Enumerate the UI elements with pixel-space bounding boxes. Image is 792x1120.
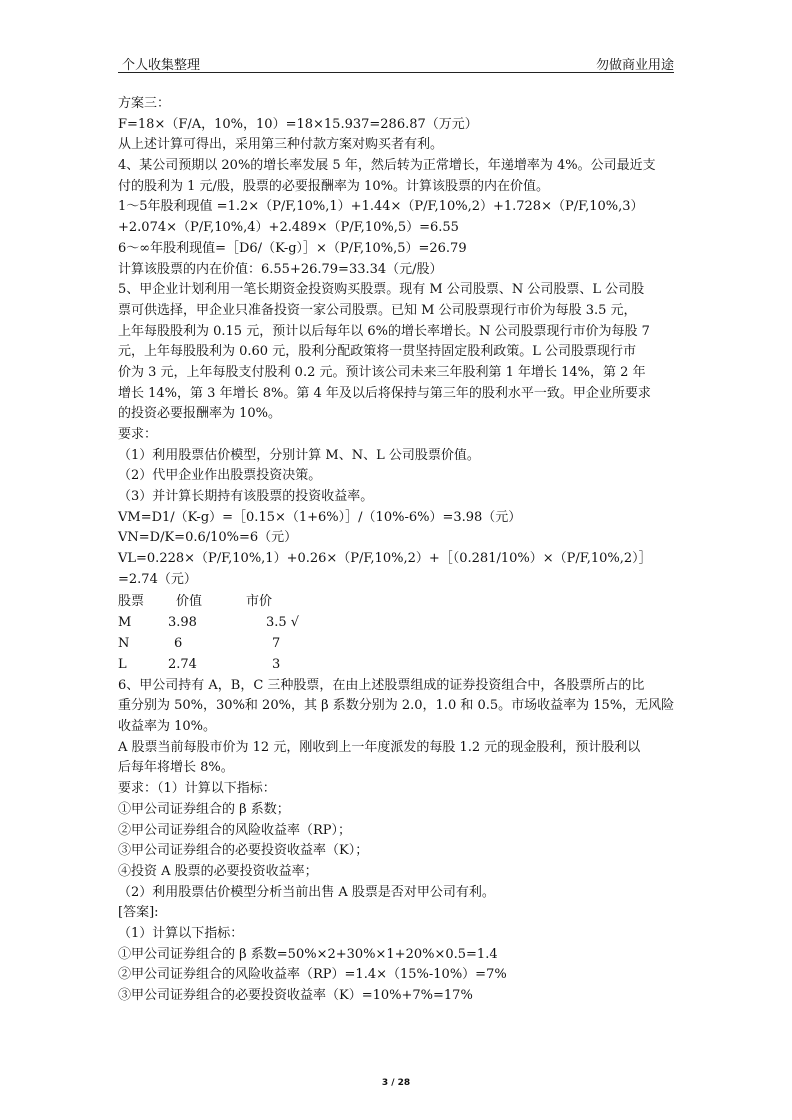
text-line: 方案三：	[118, 96, 171, 111]
stock-table-header	[118, 591, 678, 612]
table-cell: L	[118, 657, 127, 673]
text-line: 票可供选择，甲企业只准备投资一家公司股票。已知 M 公司股票现行市价为每股 3.5 元，	[118, 302, 637, 318]
text-line: 重分别为 50%，30%和 20%，其 β 系数分别为 2.0，1.0 和 0.5。市场收益率为 15%，无风险	[118, 698, 675, 714]
text-line: 6、甲公司持有 A，B，C 三种股票，在由上述股票组成的证券投资组合中，各股票所占的比	[118, 677, 645, 693]
text-line: 要求：（1）计算以下指标：	[118, 781, 276, 797]
text-line: =2.74（元）	[118, 571, 197, 587]
text-line: 付的股利为 1 元/股，股票的必要报酬率为 10%。计算该股票的内在价值。	[118, 178, 549, 194]
text-line: ②甲公司证券组合的风险收益率（RP）=1.4×（15%-10%）=7%	[118, 967, 507, 983]
text-line: 增长 14%，第 3 年增长 8%。第 4 年及以后将保持与第三年的股利水平一致。甲企业所要求	[118, 385, 651, 401]
text-line: 从上述计算可得出，采用第三种付款方案对购买者有利。	[118, 137, 444, 153]
text-line: （1）利用股票估价模型，分别计算 M、N、L 公司股票价值。	[118, 447, 480, 463]
table-header-cell: 市价	[246, 593, 273, 609]
table-cell: 2.74	[168, 657, 197, 673]
text-line: ③甲公司证券组合的必要投资收益率（K）=10%+7%=17%	[118, 988, 473, 1003]
table-cell: 3.5 √	[266, 614, 300, 630]
text-line: ④投资 A 股票的必要投资收益率；	[118, 863, 318, 879]
text-line: 4、某公司预期以 20%的增长率发展 5 年，然后转为正常增长，年递增率为 4%。公司最近支	[118, 158, 656, 174]
text-line: ①甲公司证券组合的 β 系数=50%×2+30%×1+20%×0.5=1.4	[118, 946, 498, 962]
text-line: 1～5年股利现值 =1.2×（P/F,10%,1）+1.44×（P/F,10%,2）+1.728×（P/F,10%,3）	[118, 199, 644, 215]
text-line: （1）计算以下指标：	[118, 925, 244, 941]
text-line: VL=0.228×（P/F,10%,1）+0.26×（P/F,10%,2）+［（0.281/10%）×（P/F,10%,2）］	[118, 551, 652, 567]
text-line: [答案]:	[118, 905, 159, 921]
text-line: VN=D/K=0.6/10%=6（元）	[118, 530, 298, 546]
table-row	[118, 612, 678, 633]
header-right-text: 勿做商业用途	[595, 58, 674, 73]
text-line: 5、甲企业计划利用一笔长期资金投资购买股票。现有 M 公司股票、N 公司股票、L 公司股	[118, 282, 645, 298]
text-line: 后每年将增长 8%。	[118, 760, 234, 776]
table-cell: 3	[272, 657, 281, 673]
header-left-text: 个人收集整理	[122, 58, 201, 73]
text-line: 计算该股票的内在价值：6.55+26.79=33.34（元/股）	[118, 261, 443, 277]
table-row	[118, 633, 678, 654]
text-line: VM=D1/（K-g）=［0.15×（1+6%）］/（10%-6%）=3.98（元）	[118, 509, 522, 525]
table-header-cell: 股票	[118, 593, 145, 609]
text-line: 的投资必要报酬率为 10%。	[118, 406, 282, 422]
text-line: ②甲公司证券组合的风险收益率（RP）；	[118, 822, 352, 838]
page-header	[118, 52, 674, 73]
table-row	[118, 654, 678, 675]
text-line: （2）代甲企业作出股票投资决策。	[118, 468, 322, 484]
text-line: ①甲公司证券组合的 β 系数；	[118, 801, 290, 817]
text-line: ③甲公司证券组合的必要投资收益率（K）；	[118, 843, 369, 859]
table-cell: M	[118, 614, 132, 630]
text-line: F=18×（F/A，10%，10）=18×15.937=286.87（万元）	[118, 116, 478, 132]
text-line: 元，上年每股股利为 0.60 元，股利分配政策将一贯坚持固定股利政策。L 公司股票现行市	[118, 344, 636, 360]
text-line: A 股票当前每股市价为 12 元，刚收到上一年度派发的每股 1.2 元的现金股利，预计股利以	[118, 739, 641, 755]
text-line: 价为 3 元，上年每股支付股利 0.2 元。预计该公司未来三年股利第 1 年增长 14%，第 2 年	[118, 364, 646, 380]
page-number: 3 / 28	[381, 1078, 411, 1088]
text-line: 6～∞年股利现值=［D6/（K-g）］×（P/F,10%,5）=26.79	[118, 240, 467, 256]
table-cell: 7	[272, 636, 281, 652]
document-body	[118, 94, 678, 1007]
text-line: 上年每股股利为 0.15 元，预计以后每年以 6%的增长率增长。N 公司股票现行市价为每股 7	[118, 323, 650, 339]
table-cell: 3.98	[168, 614, 197, 630]
text-line: +2.074×（P/F,10%,4）+2.489×（P/F,10%,5）=6.55	[118, 220, 459, 236]
text-line: （2）利用股票估价模型分析当前出售 A 股票是否对甲公司有利。	[118, 884, 495, 900]
table-cell: 6	[174, 636, 183, 652]
text-line: （3）并计算长期持有该股票的投资收益率。	[118, 489, 374, 505]
table-cell: N	[118, 636, 130, 652]
table-header-cell: 价值	[176, 593, 203, 609]
text-line: 要求：	[118, 427, 158, 442]
text-line: 收益率为 10%。	[118, 719, 217, 735]
